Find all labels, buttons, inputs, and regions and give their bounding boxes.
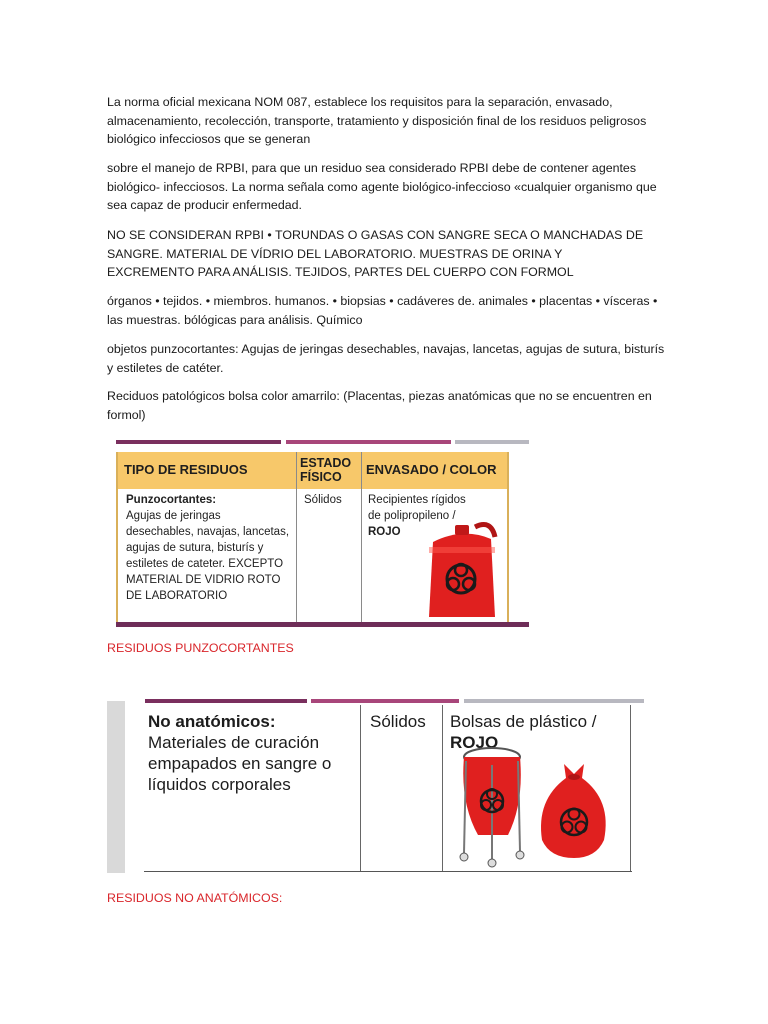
- physical-state-cell: Sólidos: [304, 494, 342, 506]
- sharps-container-icon: [423, 517, 505, 622]
- container-color: ROJO: [368, 526, 401, 538]
- paragraph-pathological: Reciduos patológicos bolsa color amarrilo: (Placentas, piezas anatómicas que no se encuentren en formol): [107, 389, 652, 422]
- header-waste-type: TIPO DE RESIDUOS: [124, 462, 248, 477]
- decorative-stripe: [116, 622, 529, 627]
- non-anatomical-table: [144, 705, 632, 872]
- non-anatomical-table-image: [107, 695, 647, 880]
- paragraph-sharps: objetos punzocortantes: Agujas de jeringas desechables, navajas, lancetas, agujas de sutura, bisturís y estiletes de catéter.: [107, 342, 665, 375]
- red-bag-icon: [534, 760, 614, 860]
- waste-type-title: No anatómicos:: [148, 712, 276, 731]
- bag-on-stand-icon: [456, 743, 531, 868]
- decorative-stripe: [464, 699, 644, 703]
- decorative-stripe: [311, 699, 459, 703]
- waste-type-description: Materiales de curación empapados en sangre o líquidos corporales: [148, 733, 332, 794]
- decorative-stripe: [455, 440, 529, 444]
- container-color: ROJO: [450, 733, 499, 752]
- caption-sharps: RESIDUOS PUNZOCORTANTES: [107, 641, 294, 655]
- container-description: Bolsas de plástico /: [450, 712, 597, 731]
- waste-type-title: Punzocortantes:: [126, 494, 217, 506]
- column-divider: [630, 705, 631, 871]
- physical-state-cell: Sólidos: [370, 712, 426, 731]
- decorative-stripe: [286, 440, 451, 444]
- paragraph-organs: órganos • tejidos. • miembros. humanos. • biopsias • cadáveres de. animales • placentas • vísceras • las muestras. bólógicas para análisis. Químico: [107, 294, 658, 327]
- column-divider: [360, 705, 361, 871]
- paragraph-rpbi-definition: sobre el manejo de RPBI, para que un residuo sea considerado RPBI debe de contener agentes biológico- infecciosos. La norma señala como agente biológico-infeccioso «cualquier organismo que sea capaz de producir enfermedad.: [107, 161, 657, 212]
- paragraph-not-rpbi: NO SE CONSIDERAN RPBI • TORUNDAS O GASAS CON SANGRE SECA O MANCHADAS DE SANGRE. MATERIAL DE VÍDRIO DEL LABORATORIO. MUESTRAS DE ORINA Y EXCREMENTO PARA ANÁLISIS. TEJIDOS, PARTES DEL CUERPO CON FORMOL: [107, 228, 644, 279]
- waste-type-description: Agujas de jeringas desechables, navajas, lancetas, agujas de sutura, bisturís y estiletes de cateter. EXCEPTO MATERIAL DE VIDRIO ROTO DE LABORATORIO: [126, 510, 290, 602]
- column-divider: [442, 705, 443, 871]
- caption-non-anatomical: RESIDUOS NO ANATÓMICOS:: [107, 891, 283, 905]
- header-physical-state: ESTADO FÍSICO: [300, 456, 352, 484]
- waste-type-cell: [148, 711, 358, 795]
- paragraph-nom087: La norma oficial mexicana NOM 087, establece los requisitos para la separación, envasado, almacenamiento, recolección, transporte, tratamiento y disposición final de los residuos peligrosos biológico infecciosos que se generan: [107, 95, 647, 146]
- sharps-waste-table-image: [116, 438, 529, 630]
- waste-type-cell: [126, 492, 291, 604]
- decorative-stripe: [116, 440, 281, 444]
- decorative-stripe: [145, 699, 307, 703]
- side-bar: [107, 701, 125, 873]
- column-divider: [296, 452, 297, 624]
- column-divider: [361, 452, 362, 624]
- container-description: Recipientes rígidos de polipropileno /: [368, 494, 466, 522]
- header-container-color: ENVASADO / COLOR: [366, 462, 497, 477]
- sharps-table: [116, 452, 509, 624]
